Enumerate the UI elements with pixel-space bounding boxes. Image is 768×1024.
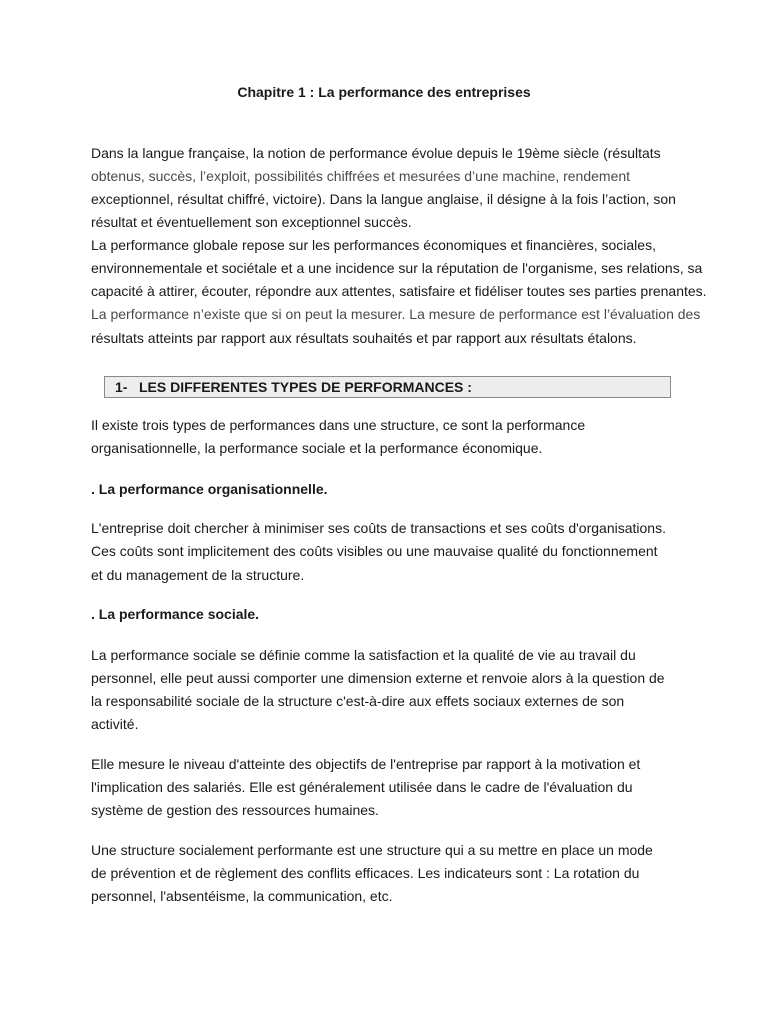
intro-line: résultat et éventuellement son exceptionnel succès. [91, 214, 412, 230]
paragraph-line: Elle mesure le niveau d'atteinte des objectifs de l'entreprise par rapport à la motivation et [91, 756, 641, 772]
section-number: 1- [115, 379, 128, 395]
section-heading: LES DIFFERENTES TYPES DE PERFORMANCES : [139, 379, 472, 395]
paragraph-line: système de gestion des ressources humaines. [91, 802, 379, 818]
paragraph-line: personnel, l'absentéisme, la communication, etc. [91, 888, 393, 904]
paragraph-line: activité. [91, 716, 139, 732]
subheading-sociale: . La performance sociale. [91, 606, 260, 622]
intro-line: La performance n’existe que si on peut la mesurer. La mesure de performance est l’évaluation des [91, 306, 701, 322]
section-intro-line: Il existe trois types de performances dans une structure, ce sont la performance [91, 417, 586, 433]
paragraph-line: et du management de la structure. [91, 567, 305, 583]
paragraph-line: l'implication des salariés. Elle est généralement utilisée dans le cadre de l'évaluation du [91, 779, 633, 795]
intro-line: capacité à attirer, écouter, répondre aux attentes, satisfaire et fidéliser toutes ses parties prenantes. [91, 283, 707, 299]
paragraph-line: personnel, elle peut aussi comporter une dimension externe et renvoie alors à la question de [91, 670, 665, 686]
page-title: Chapitre 1 : La performance des entreprises [237, 84, 531, 100]
paragraph-line: de prévention et de règlement des conflits efficaces. Les indicateurs sont : La rotation du [91, 865, 640, 881]
intro-line: environnementale et sociétale et a une incidence sur la réputation de l'organisme, ses relations, sa [91, 260, 703, 276]
subheading-organisationnelle: . La performance organisationnelle. [91, 481, 328, 497]
paragraph-line: Une structure socialement performante est une structure qui a su mettre en place un mode [91, 842, 653, 858]
intro-line: résultats atteints par rapport aux résultats souhaités et par rapport aux résultats étalons. [91, 330, 637, 346]
intro-line: exceptionnel, résultat chiffré, victoire). Dans la langue anglaise, il désigne à la fois l’action, son [91, 191, 676, 207]
paragraph-line: la responsabilité sociale de la structure c'est-à-dire aux effets sociaux externes de son [91, 693, 625, 709]
intro-line: obtenus, succès, l’exploit, possibilités chiffrées et mesurées d’une machine, rendement [91, 168, 631, 184]
paragraph-line: Ces coûts sont implicitement des coûts visibles ou une mauvaise qualité du fonctionnement [91, 543, 658, 559]
paragraph-line: La performance sociale se définie comme la satisfaction et la qualité de vie au travail du [91, 647, 636, 663]
paragraph-line: L'entreprise doit chercher à minimiser ses coûts de transactions et ses coûts d'organisations. [91, 520, 666, 536]
section-intro-line: organisationnelle, la performance sociale et la performance économique. [91, 440, 543, 456]
section-heading-box [104, 376, 671, 398]
intro-line: Dans la langue française, la notion de performance évolue depuis le 19ème siècle (résultats [91, 145, 661, 161]
intro-line: La performance globale repose sur les performances économiques et financières, sociales, [91, 237, 656, 253]
